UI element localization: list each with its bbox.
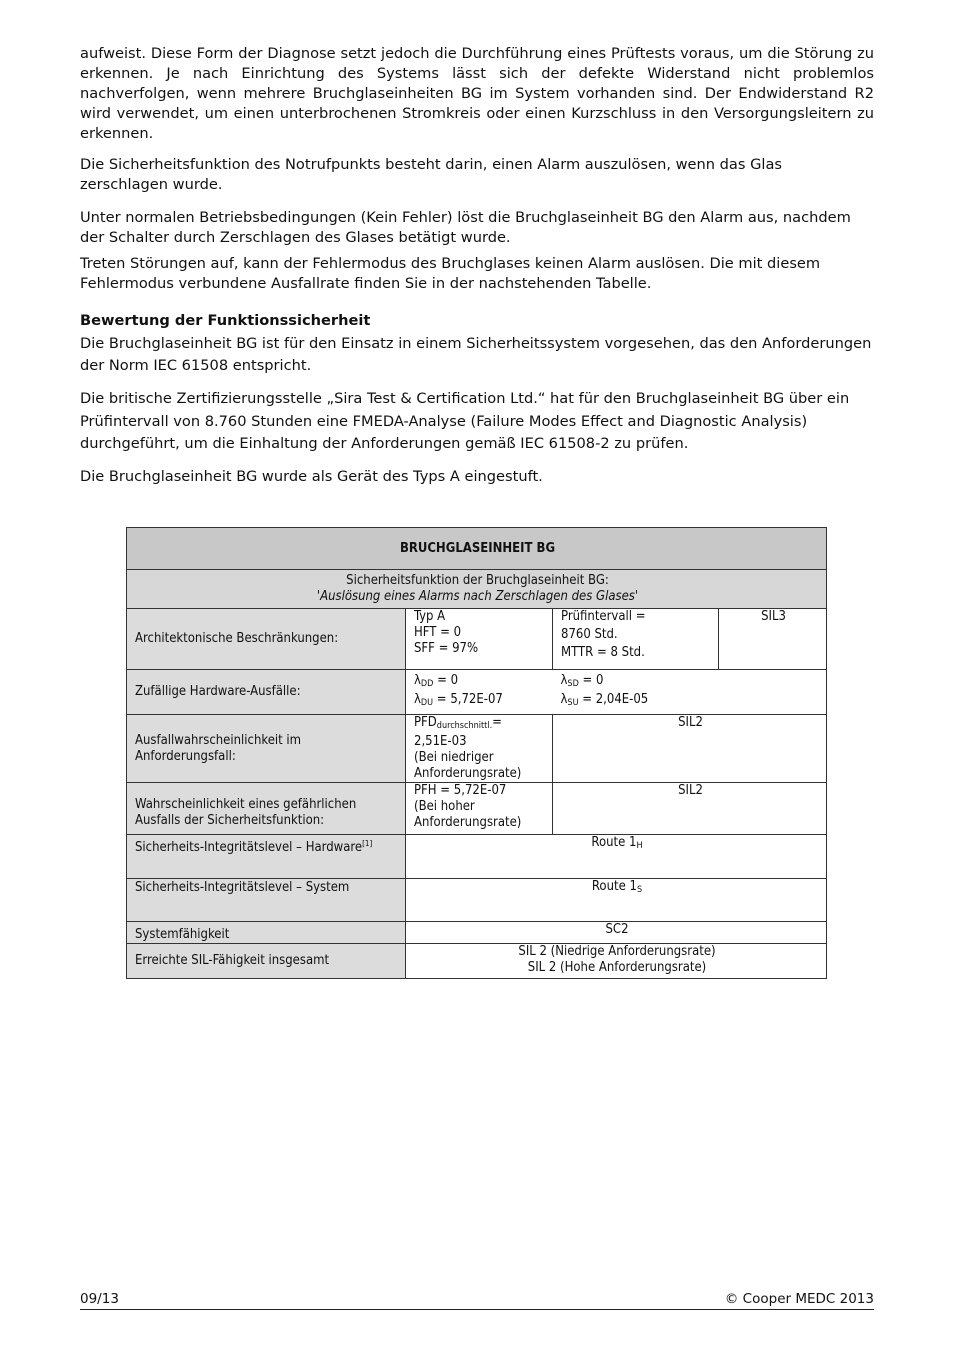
label-pfd: Ausfallwahrscheinlichkeit im Anforderungsfall: (127, 715, 406, 783)
paragraph-sicherheitsfunktion: Die Sicherheitsfunktion des Notrufpunkts besteht darin, einen Alarm auszulösen, wenn das Glas zerschlagen wurde. (80, 156, 783, 193)
pfh-cell-sil: SIL2 (553, 783, 827, 835)
systemfaehigkeit-value: SC2 (406, 922, 827, 944)
pfd-cell-sil: SIL2 (553, 715, 827, 783)
arch-cell-sil: SIL3 (719, 609, 827, 670)
label-architektonisch: Architektonische Beschränkungen: (127, 609, 406, 670)
footer-divider (80, 1309, 874, 1310)
paragraph-fmeda: Die britische Zertifizierungsstelle „Sira Test & Certification Ltd.“ hat für den Bruchglaseinheit BG über ein Prüfintervall von 8.760 Stunden eine FMEDA-Analyse (Failure Modes Effect and Diagnostic Analysis) durchgeführt, um die Einhaltung der Anforderungen gemäß IEC 61508-2 zu prüfen. (80, 390, 850, 452)
sil-hardware-value: Route $1_H$ (406, 835, 827, 879)
hw-cell-dangerous: $\lambda_{DD} = 0$ $\lambda_{DU} = 5,72E-07$ (406, 670, 553, 715)
footer-date: 09/13 (80, 1291, 119, 1307)
pfh-cell-value: PFH = 5,72E-07 (Bei hoher Anforderungsrate) (406, 783, 553, 835)
label-pfh: Wahrscheinlichkeit eines gefährlichen Ausfalls der Sicherheitsfunktion: (127, 783, 406, 835)
hw-cell-safe: $\lambda_{SD} = 0$ $\lambda_{SU} = 2,04E-05$ (553, 670, 827, 715)
sil-table (126, 527, 827, 979)
arch-cell-interval: Prüfintervall = 8760 Std. MTTR = 8 Std. (553, 609, 719, 670)
arch-cell-type: Typ A HFT = 0 SFF = 97% (406, 609, 553, 670)
subtitle-line-1: Sicherheitsfunktion der Bruchglaseinheit BG: (346, 573, 609, 588)
paragraph-diagnose: aufweist. Diese Form der Diagnose setzt jedoch die Durchführung eines Prüftests voraus, um die Störung zu erkennen. Je nach Einrichtung des Systems lässt sich der defekte Widerstand nicht problemlos nachverfolgen, wenn mehrere Bruchglaseinheiten BG im System vorhanden sind. Der Endwiderstand R2 wird verwendet, um einen unterbrochenen Stromkreis oder einen Kurzschluss in den Versorgungsleitern zu erkennen. (80, 45, 874, 142)
pfd-cell-value: $PFD_{durchschnittl.}=$ 2,51E-03 (Bei niedriger Anforderungsrate) (406, 715, 553, 783)
document-body (80, 44, 874, 487)
footer-copyright: © Cooper MEDC 2013 (724, 1291, 874, 1307)
label-hardware-ausfaelle: Zufällige Hardware-Ausfälle: (127, 670, 406, 715)
label-sil-hardware: Sicherheits-Integritätslevel – Hardware[1] (127, 835, 406, 879)
paragraph-typ-a: Die Bruchglaseinheit BG wurde als Gerät des Typs A eingestuft. (80, 467, 543, 485)
section-heading: Bewertung der Funktionssicherheit (80, 312, 371, 329)
paragraph-iec61508: Die Bruchglaseinheit BG ist für den Einsatz in einem Sicherheitssystem vorgesehen, das den Anforderungen der Norm IEC 61508 entspricht. (80, 335, 872, 374)
label-sil-insgesamt: Erreichte SIL-Fähigkeit insgesamt (127, 944, 406, 979)
label-systemfaehigkeit: Systemfähigkeit (127, 922, 406, 944)
subtitle-line-2: 'Auslösung eines Alarms nach Zerschlagen des Glases' (316, 589, 639, 604)
sil-insgesamt-value: SIL 2 (Niedrige Anforderungsrate) SIL 2 (Hohe Anforderungsrate) (406, 944, 827, 979)
table-title: BRUCHGLASEINHEIT BG (127, 528, 827, 570)
sil-system-value: Route $1_S$ (406, 879, 827, 922)
label-sil-system: Sicherheits-Integritätslevel – System (127, 879, 406, 922)
paragraph-stoerungen: Treten Störungen auf, kann der Fehlermodus des Bruchglases keinen Alarm auslösen. Die mit diesem Fehlermodus verbundene Ausfallrate finden Sie in der nachstehenden Tabelle. (80, 255, 821, 292)
paragraph-betriebsbedingungen: Unter normalen Betriebsbedingungen (Kein Fehler) löst die Bruchglaseinheit BG den Alarm aus, nachdem der Schalter durch Zerschlagen des Glases betätigt wurde. (80, 209, 851, 246)
table-subtitle (127, 570, 827, 609)
